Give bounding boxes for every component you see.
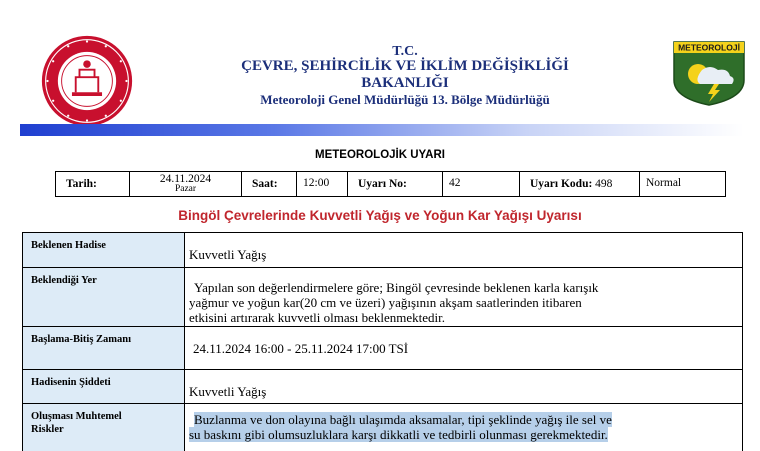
- header-divider-bar: [20, 124, 744, 136]
- warning-details-table: [22, 232, 743, 451]
- time-value: 12:00: [297, 172, 348, 196]
- row-severity: [23, 370, 742, 404]
- warning-level-value: Normal: [646, 177, 682, 189]
- row-expected-event: [23, 233, 742, 268]
- possible-risks-label: [23, 404, 185, 451]
- warning-no-label: Uyarı No:: [348, 172, 443, 196]
- day-value: Pazar: [174, 184, 197, 194]
- expected-event-value: Kuvvetli Yağış: [189, 247, 267, 262]
- warning-code-label: Uyarı Kodu:: [530, 178, 593, 190]
- expected-location-line2: yağmur ve yoğun kar(20 cm ve üzeri) yağışının akşam saatlerinden itibaren: [189, 295, 582, 310]
- expected-location-value: [189, 280, 732, 325]
- date-label: Tarih:: [56, 172, 130, 196]
- header-directorate: Meteoroloji Genel Müdürlüğü 13. Bölge Müdürlüğü: [260, 92, 550, 107]
- time-label: Saat:: [242, 172, 297, 196]
- warning-no-value: 42: [443, 172, 520, 196]
- possible-risks-line2: su baskını gibi olumsuzluklara karşı dikkatli ve tedbirli olunması gerekmektedir.: [189, 427, 608, 442]
- row-possible-risks: [23, 404, 742, 451]
- expected-location-label: Beklendiği Yer: [23, 268, 185, 326]
- possible-risks-label-line1: Oluşması Muhtemel: [31, 411, 122, 422]
- time-range-label: Başlama-Bitiş Zamanı: [23, 327, 185, 369]
- expected-event-label: Beklenen Hadise: [23, 233, 185, 267]
- expected-location-line3: etkisini artırarak kuvvetli olması beklenmektedir.: [189, 310, 445, 325]
- date-value: 24.11.2024: [159, 173, 212, 185]
- row-expected-location: [23, 268, 742, 327]
- ministry-seal-logo: [40, 34, 134, 128]
- header-ministry-line2: BAKANLIĞI: [361, 75, 449, 91]
- possible-risks-line1: Buzlanma ve don olayına bağlı ulaşımda aksamalar, tipi şeklinde yağış ile sel ve: [194, 412, 612, 427]
- time-range-value: 24.11.2024 16:00 - 25.11.2024 17:00 TSİ: [193, 341, 409, 356]
- document-title: METEOROLOJİK UYARI: [315, 149, 445, 161]
- possible-risks-label-line2: Riskler: [31, 424, 64, 435]
- svg-text:METEOROLOJİ: METEOROLOJİ: [678, 42, 740, 53]
- warning-code-value: 498: [595, 178, 613, 190]
- warning-info-table: [55, 171, 726, 197]
- header-ministry-line1: ÇEVRE, ŞEHİRCİLİK VE İKLİM DEĞİŞİKLİĞİ: [241, 58, 569, 74]
- header-tc: T.C.: [392, 44, 418, 59]
- warning-main-title: Bingöl Çevrelerinde Kuvvetli Yağış ve Yoğun Kar Yağışı Uyarısı: [178, 208, 582, 223]
- expected-location-line1: Yapılan son değerlendirmelere göre; Bingöl çevresinde beklenen karla karışık: [194, 280, 599, 295]
- date-cell: [130, 172, 242, 196]
- row-time-range: [23, 327, 742, 370]
- severity-label: Hadisenin Şiddeti: [23, 370, 185, 403]
- possible-risks-value: [189, 412, 732, 442]
- severity-value: Kuvvetli Yağış: [189, 384, 267, 399]
- warning-code-cell: [520, 172, 640, 196]
- meteoroloji-logo: [672, 40, 746, 106]
